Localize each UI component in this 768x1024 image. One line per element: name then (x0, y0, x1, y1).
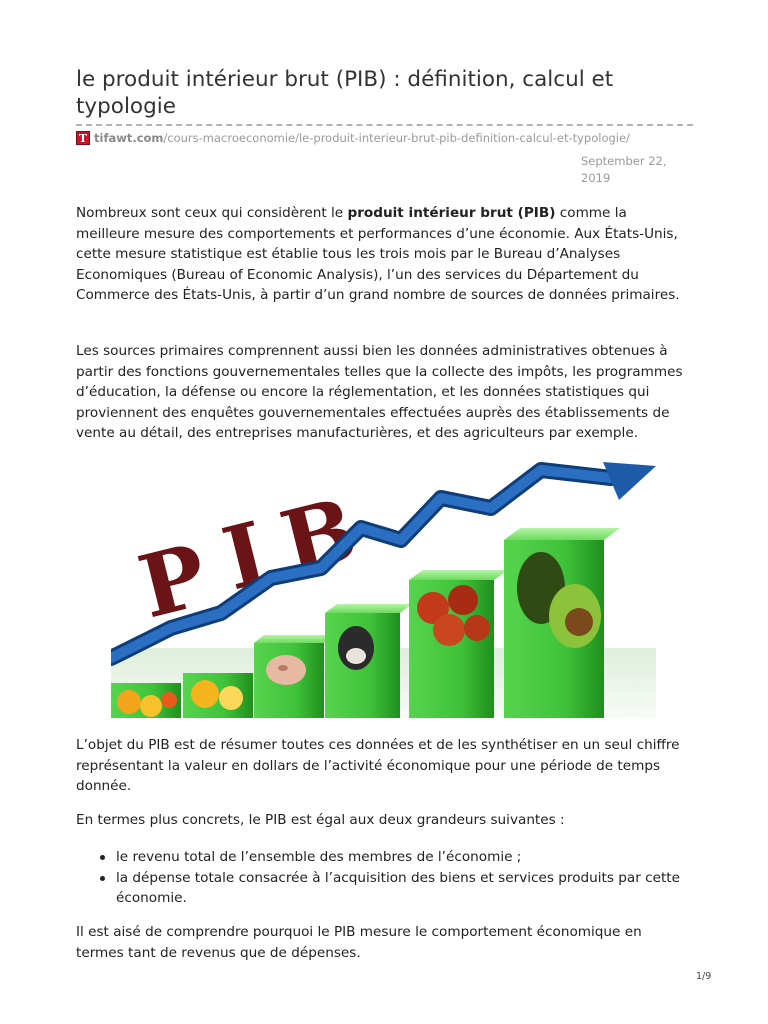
page-title: le produit intérieur brut (PIB) : définition, calcul et typologie (76, 67, 614, 119)
box-tomatoes (409, 570, 508, 718)
publish-date-line1: September 22, (581, 154, 667, 168)
page-number: 1/9 (696, 971, 712, 982)
pib-illustration-svg (111, 458, 656, 718)
pib-illustration (111, 458, 656, 718)
paragraph-definition: En termes plus concrets, le PIB est égal aux deux grandeurs suivantes : (76, 812, 565, 828)
list-item: la dépense totale consacrée à l’acquisition des biens et services produits par cette économie. (76, 868, 692, 909)
box-avocado (504, 528, 620, 718)
box-pig (254, 635, 334, 718)
publish-date (581, 153, 681, 187)
intro-text-start: Nombreux sont ceux qui considèrent le (76, 205, 348, 221)
paragraph-sources: Les sources primaires comprennent aussi bien les données administratives obtenues à partir des fonctions gouvernementales telles que la collecte des impôts, les programmes d’éducation, la défense ou encore la réglementation, et les données statistiques qui proviennent des enquêtes gouvernementales effectuées auprès des établissements de vente au détail, des entreprises manufacturières, et des agriculteurs par exemple. (76, 343, 683, 442)
intro-text-end: comme la meilleure mesure des comportements et performances d’une économie. Aux États-Unis, cette mesure statistique est établie tous les trois mois par le Bureau d’Analyses Economiques (Bureau of Economic Analysis), l’un des services du Département du Commerce des États-Unis, à partir d’un grand nombre de sources de données primaires. (76, 205, 680, 304)
definition-list (76, 847, 692, 909)
source-domain-link[interactable]: tifawt.com (94, 131, 164, 145)
paragraph-intro (76, 203, 692, 306)
pib-letter-b: B (271, 478, 367, 595)
pib-letter-i: I (213, 502, 278, 611)
site-favicon-icon: T (76, 131, 90, 145)
box-citrus (111, 683, 181, 718)
list-item: le revenu total de l’ensemble des membres de l’économie ; (76, 847, 692, 868)
publish-date-line2: 2019 (581, 171, 611, 185)
intro-bold-term: produit intérieur brut (PIB) (347, 205, 556, 221)
paragraph-objective: L’objet du PIB est de résumer toutes ces données et de les synthétiser en un seul chiffre représentant la valeur en dollars de l’activité économique pour une période de temps donnée. (76, 737, 680, 795)
source-path-link[interactable]: /cours-macroeconomie/le-produit-interieur-brut-pib-definition-calcul-et-typologie/ (163, 131, 630, 145)
source-line (76, 130, 630, 146)
box-fruit (183, 673, 253, 718)
pib-letter-p: P (129, 524, 217, 639)
title-divider (76, 124, 693, 126)
paragraph-conclusion: Il est aisé de comprendre pourquoi le PIB mesure le comportement économique en termes tant de revenus que de dépenses. (76, 924, 642, 961)
box-cow (325, 604, 412, 718)
